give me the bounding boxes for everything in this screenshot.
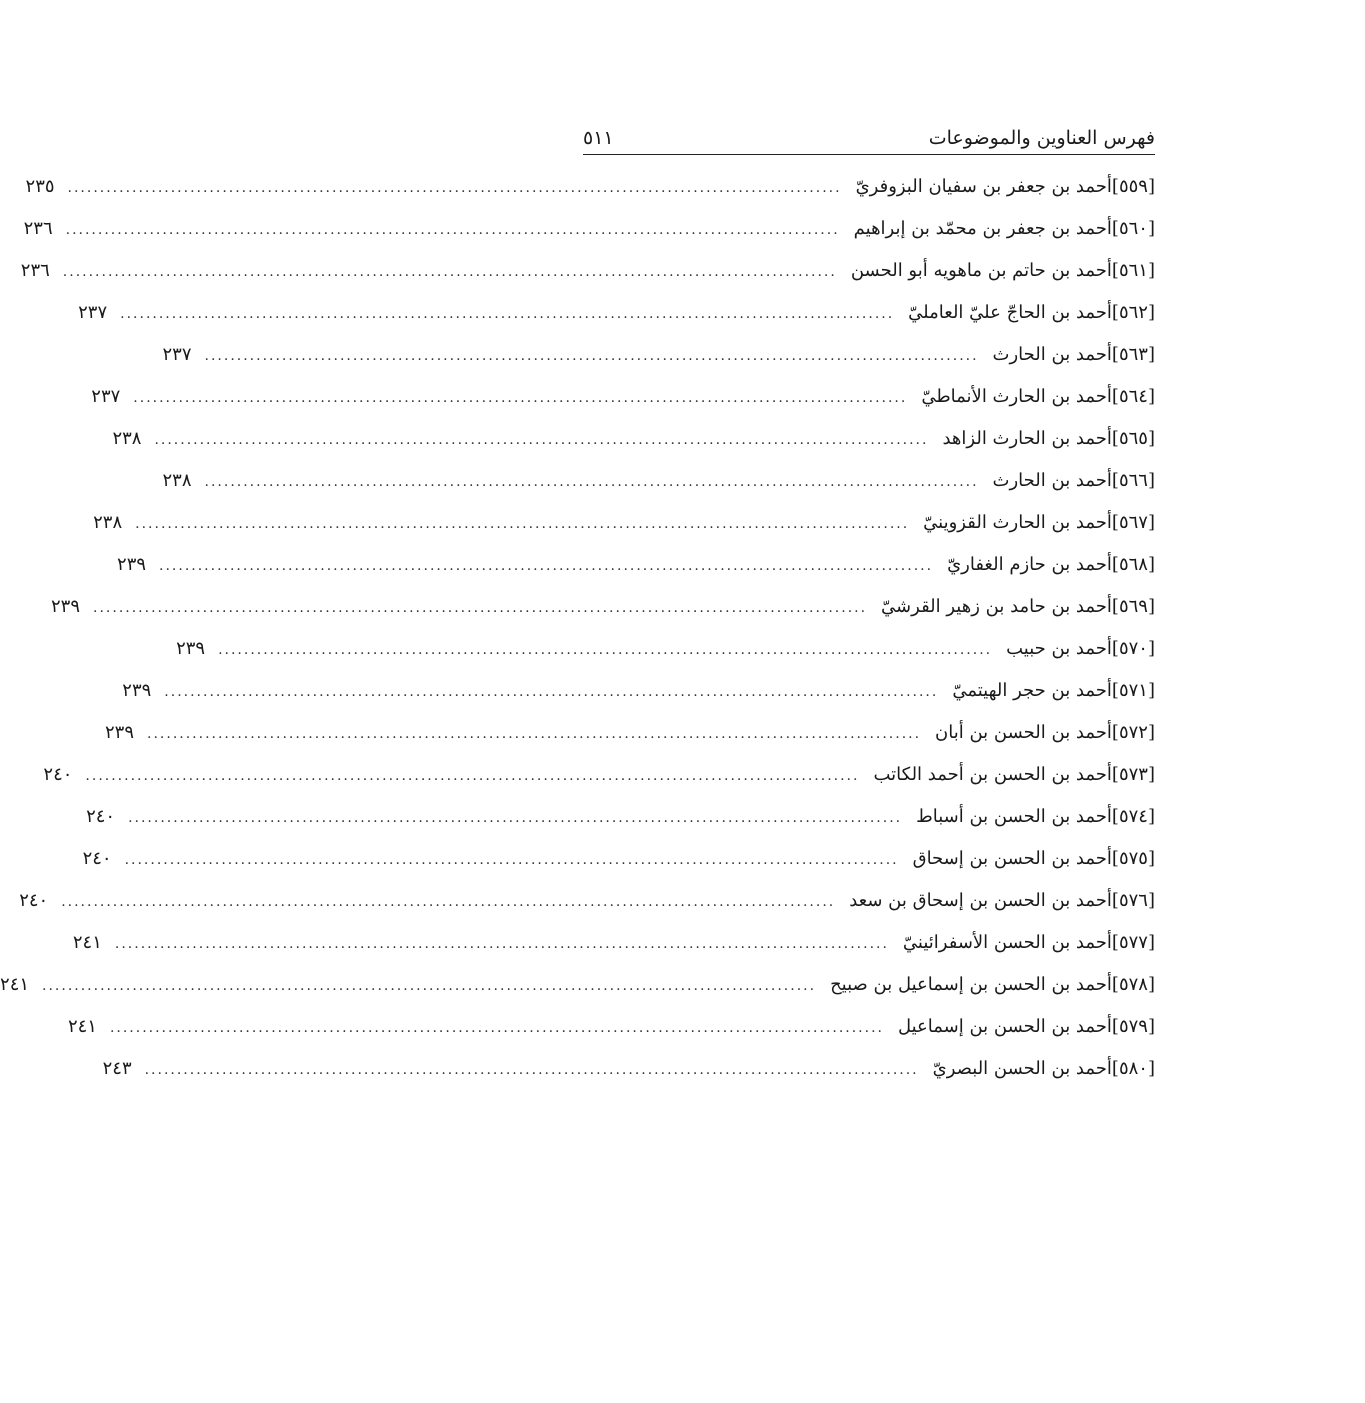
entry-title: أحمد بن الحارث xyxy=(992,470,1112,491)
entry-number: [٥٦٢] xyxy=(1111,302,1155,323)
index-entry xyxy=(112,418,1155,460)
leader-dots: ........................................................................................................................ xyxy=(93,600,868,616)
running-title: فهرس العناوين والموضوعات xyxy=(928,127,1155,149)
entry-number: [٥٧٩] xyxy=(1111,1016,1155,1037)
entry-page-number: ٢٤١ xyxy=(0,974,30,995)
entry-page-number: ٢٣٦ xyxy=(20,260,50,281)
index-entry xyxy=(176,628,1155,670)
entry-page-number: ٢٤٠ xyxy=(19,890,49,911)
entry-title: أحمد بن جعفر بن سفيان البزوفريّ xyxy=(855,176,1112,197)
index-entry xyxy=(82,838,1155,880)
entry-number: [٥٨٠] xyxy=(1111,1058,1155,1079)
entry-number: [٥٦٨] xyxy=(1111,554,1155,575)
entry-number: [٥٧٨] xyxy=(1111,974,1155,995)
entry-title: أحمد بن الحسن بن أحمد الكاتب xyxy=(873,764,1112,785)
entry-title: أحمد بن الحسن بن إسحاق xyxy=(912,848,1112,869)
entry-page-number: ٢٣٩ xyxy=(105,722,135,743)
entry-page-number: ٢٣٨ xyxy=(93,512,123,533)
index-entry xyxy=(20,250,1155,292)
index-entry xyxy=(43,754,1155,796)
entry-title: أحمد بن حازم الغفاريّ xyxy=(947,554,1112,575)
index-entry xyxy=(93,502,1155,544)
entry-page-number: ٢٤٠ xyxy=(43,764,73,785)
entry-title: أحمد بن الحسن الأسفرائينيّ xyxy=(902,932,1112,953)
index-entry xyxy=(78,292,1155,334)
leader-dots: ........................................................................................................................ xyxy=(159,558,934,574)
entry-number: [٥٧٧] xyxy=(1111,932,1155,953)
entry-page-number: ٢٤٠ xyxy=(86,806,116,827)
entry-number: [٥٧٠] xyxy=(1111,638,1155,659)
leader-dots: ........................................................................................................................ xyxy=(62,264,837,280)
leader-dots: ........................................................................................................................ xyxy=(144,1062,919,1078)
leader-dots: ........................................................................................................................ xyxy=(114,936,889,952)
leader-dots: ........................................................................................................................ xyxy=(164,684,939,700)
leader-dots: ........................................................................................................................ xyxy=(204,474,979,490)
entry-number: [٥٧٢] xyxy=(1111,722,1155,743)
entry-title: أحمد بن الحسن بن إسماعيل بن صبيح xyxy=(830,974,1112,995)
running-header xyxy=(583,118,1155,155)
entry-page-number: ٢٤٣ xyxy=(102,1058,132,1079)
entry-title: أحمد بن حاتم بن ماهويه أبو الحسن xyxy=(850,260,1112,281)
index-entry xyxy=(86,796,1155,838)
index-entry xyxy=(122,670,1155,712)
index-page xyxy=(0,118,1155,1118)
entry-number: [٥٦٩] xyxy=(1111,596,1155,617)
leader-dots: ........................................................................................................................ xyxy=(154,432,929,448)
leader-dots: ........................................................................................................................ xyxy=(61,894,836,910)
entry-title: أحمد بن حبيب xyxy=(1006,638,1112,659)
entry-number: [٥٦٥] xyxy=(1111,428,1155,449)
entry-number: [٥٧١] xyxy=(1111,680,1155,701)
entry-title: أحمد بن الحسن بن أسباط xyxy=(916,806,1112,827)
leader-dots: ........................................................................................................................ xyxy=(218,642,993,658)
entry-number: [٥٥٩] xyxy=(1111,176,1155,197)
index-entry xyxy=(25,166,1155,208)
index-entry xyxy=(23,208,1155,250)
entry-title: أحمد بن الحارث الأنماطيّ xyxy=(921,386,1112,407)
entry-title: أحمد بن الحسن بن إسحاق بن سعد xyxy=(849,890,1112,911)
entry-title: أحمد بن حجر الهيتميّ xyxy=(952,680,1112,701)
entry-title: أحمد بن الحارث الزاهد xyxy=(942,428,1112,449)
entry-page-number: ٢٤١ xyxy=(67,1016,97,1037)
entry-page-number: ٢٣٧ xyxy=(162,344,192,365)
entry-title: أحمد بن جعفر بن محمّد بن إبراهيم xyxy=(853,218,1112,239)
leader-dots: ........................................................................................................................ xyxy=(120,306,895,322)
entry-title: أحمد بن حامد بن زهير القرشيّ xyxy=(881,596,1112,617)
entry-number: [٥٦١] xyxy=(1111,260,1155,281)
entry-number: [٥٧٤] xyxy=(1111,806,1155,827)
entry-title: أحمد بن الحارث xyxy=(992,344,1112,365)
entry-number: [٥٧٦] xyxy=(1111,890,1155,911)
entry-number: [٥٦٧] xyxy=(1111,512,1155,533)
leader-dots: ........................................................................................................................ xyxy=(85,768,860,784)
entry-title: أحمد بن الحسن بن أبان xyxy=(935,722,1112,743)
entry-page-number: ٢٣٥ xyxy=(25,176,55,197)
index-entry xyxy=(19,880,1155,922)
leader-dots: ........................................................................................................................ xyxy=(128,810,903,826)
entry-page-number: ٢٣٩ xyxy=(122,680,152,701)
entry-page-number: ٢٣٦ xyxy=(23,218,53,239)
leader-dots: ........................................................................................................................ xyxy=(65,222,840,238)
entry-page-number: ٢٣٧ xyxy=(78,302,108,323)
index-entry xyxy=(72,922,1155,964)
entry-page-number: ٢٣٨ xyxy=(112,428,142,449)
index-entry xyxy=(0,964,1155,1006)
entry-number: [٥٧٥] xyxy=(1111,848,1155,869)
index-entry xyxy=(117,544,1155,586)
index-entries-list xyxy=(0,166,1155,1090)
index-entry xyxy=(162,460,1155,502)
entry-page-number: ٢٣٩ xyxy=(117,554,147,575)
entry-title: أحمد بن الحاجّ عليّ العامليّ xyxy=(908,302,1112,323)
entry-number: [٥٦٠] xyxy=(1111,218,1155,239)
entry-page-number: ٢٣٧ xyxy=(91,386,121,407)
leader-dots: ........................................................................................................................ xyxy=(147,726,922,742)
leader-dots: ........................................................................................................................ xyxy=(124,852,899,868)
index-entry xyxy=(67,1006,1155,1048)
entry-title: أحمد بن الحسن بن إسماعيل xyxy=(897,1016,1112,1037)
index-entry xyxy=(105,712,1155,754)
leader-dots: ........................................................................................................................ xyxy=(67,180,842,196)
leader-dots: ........................................................................................................................ xyxy=(109,1020,884,1036)
entry-page-number: ٢٣٨ xyxy=(162,470,192,491)
entry-page-number: ٢٣٩ xyxy=(176,638,206,659)
entry-number: [٥٦٤] xyxy=(1111,386,1155,407)
page-number: ٥١١ xyxy=(583,127,614,149)
entry-page-number: ٢٤١ xyxy=(72,932,102,953)
entry-number: [٥٦٦] xyxy=(1111,470,1155,491)
index-entry xyxy=(102,1048,1155,1090)
index-entry xyxy=(162,334,1155,376)
index-entry xyxy=(51,586,1155,628)
leader-dots: ........................................................................................................................ xyxy=(204,348,979,364)
leader-dots: ........................................................................................................................ xyxy=(133,390,908,406)
entry-page-number: ٢٣٩ xyxy=(51,596,81,617)
entry-title: أحمد بن الحارث القزوينيّ xyxy=(923,512,1112,533)
leader-dots: ........................................................................................................................ xyxy=(42,978,817,994)
entry-title: أحمد بن الحسن البصريّ xyxy=(932,1058,1112,1079)
entry-number: [٥٦٣] xyxy=(1111,344,1155,365)
index-entry xyxy=(91,376,1155,418)
leader-dots: ........................................................................................................................ xyxy=(135,516,910,532)
entry-number: [٥٧٣] xyxy=(1111,764,1155,785)
entry-page-number: ٢٤٠ xyxy=(82,848,112,869)
